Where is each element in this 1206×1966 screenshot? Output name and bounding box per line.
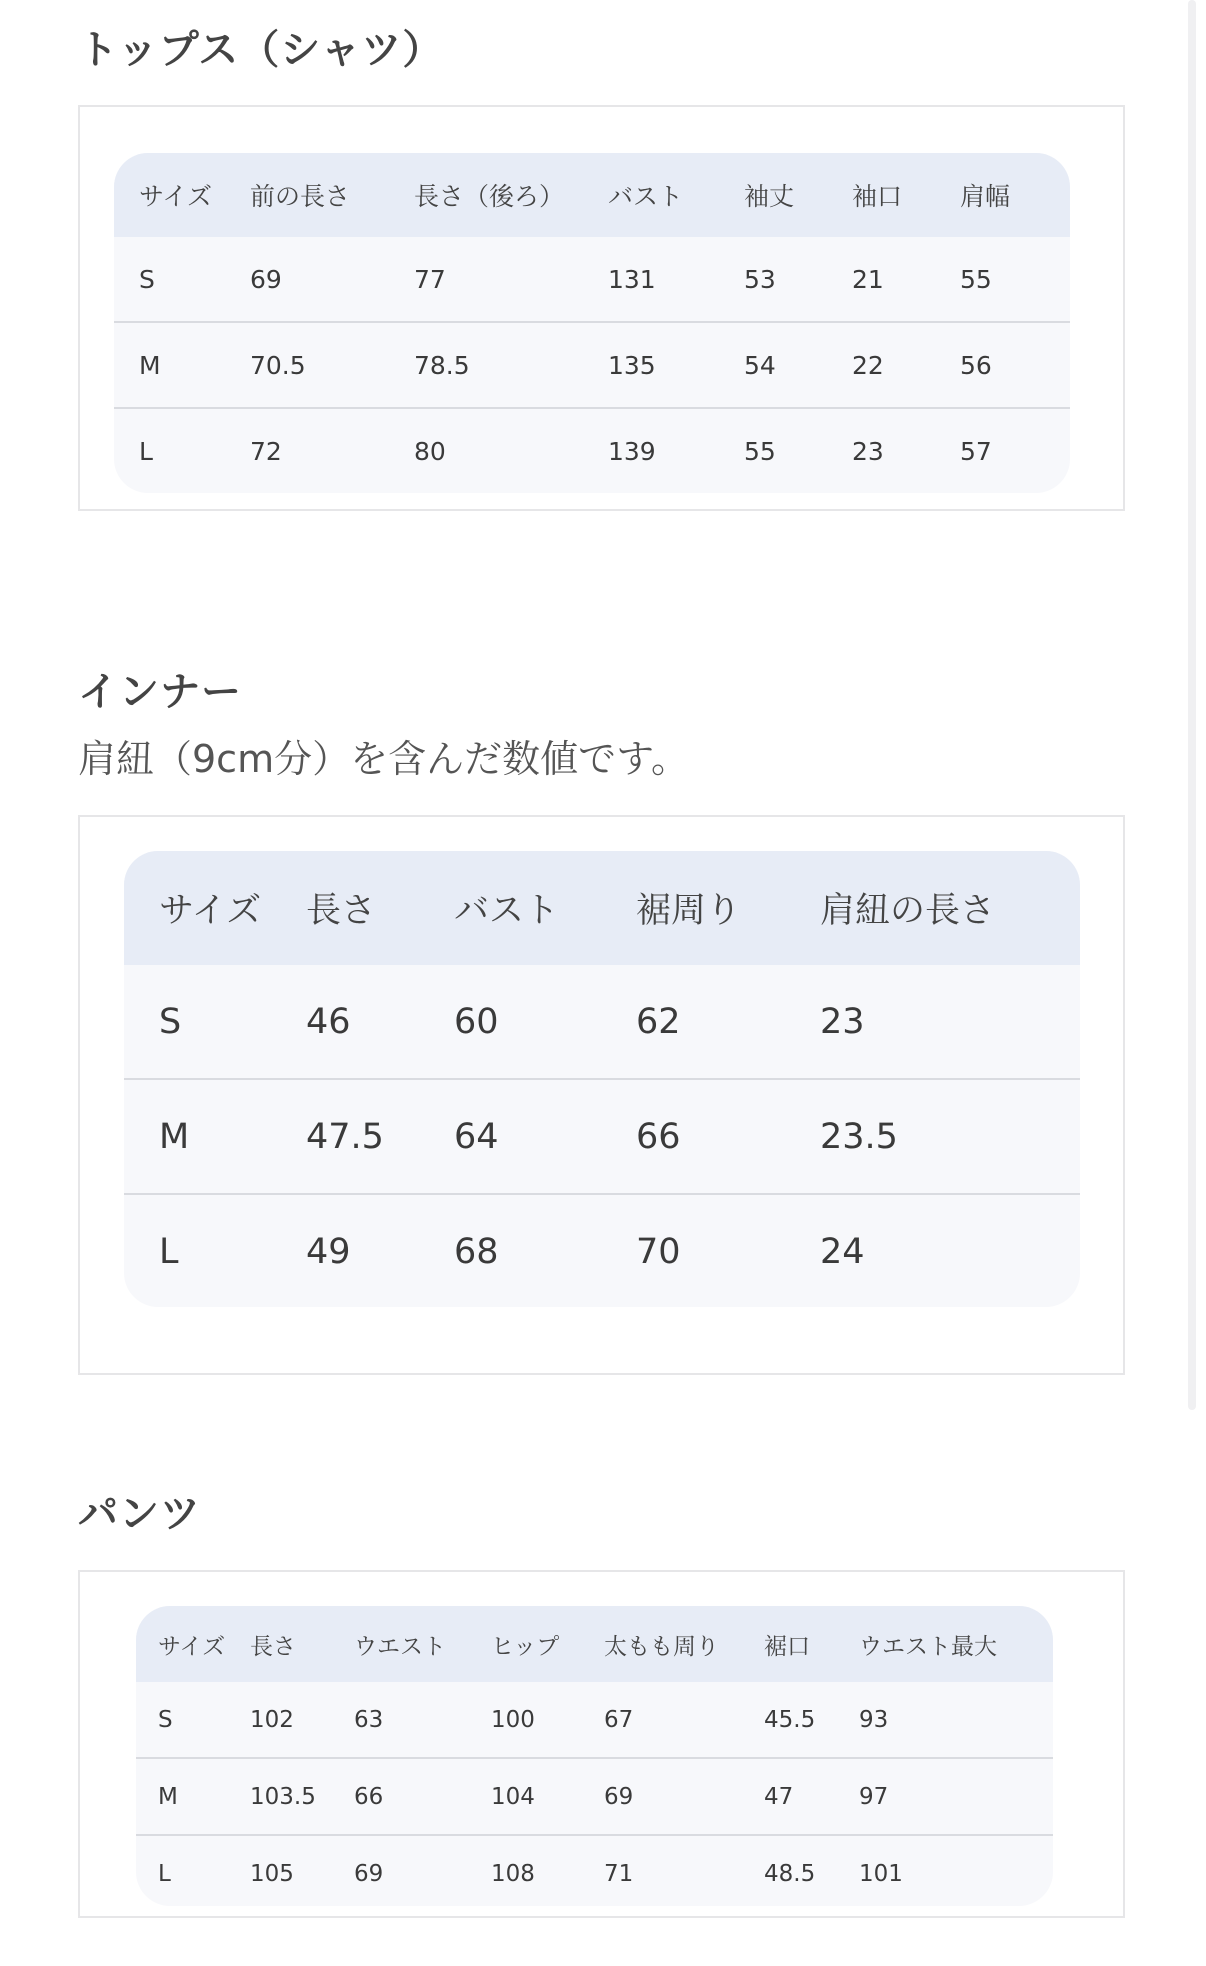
header-cell-length: 長さ	[306, 851, 454, 965]
header-cell-sleeve-length: 袖丈	[744, 153, 852, 237]
table-row	[136, 1835, 1053, 1906]
table-cell: 66	[636, 1079, 820, 1194]
table-cell: 70	[636, 1194, 820, 1307]
table-row	[136, 1682, 1053, 1758]
table-row	[114, 322, 1070, 408]
header-cell-front-length: 前の長さ	[250, 153, 414, 237]
table-cell: 69	[250, 264, 282, 294]
table-cell: 47.5	[306, 1079, 454, 1194]
pants-section-title: パンツ	[78, 1491, 201, 1537]
table-cell: 131	[608, 264, 656, 294]
inner-size-table-card	[124, 851, 1080, 1307]
table-cell: M	[124, 1079, 306, 1194]
table-cell: 64	[454, 1079, 636, 1194]
table-cell: S	[158, 1706, 173, 1733]
table-row	[124, 1194, 1080, 1307]
inner-header-row	[124, 851, 1080, 965]
header-cell-cuff: 袖口	[852, 153, 960, 237]
table-cell: 23	[852, 408, 960, 493]
pants-table-frame	[78, 1570, 1125, 1918]
table-cell: 55	[744, 408, 852, 493]
table-cell: 77	[414, 264, 446, 294]
table-cell: L	[136, 1835, 250, 1906]
header-cell-size: サイズ	[136, 1606, 250, 1682]
tops-section-title: トップス（シャツ）	[78, 27, 444, 73]
table-cell: 45.5	[764, 1706, 816, 1733]
table-cell: S	[139, 264, 155, 294]
header-cell-bust: バスト	[608, 153, 744, 237]
table-cell: 135	[608, 322, 744, 408]
table-cell: 68	[454, 1194, 636, 1307]
tops-table-frame	[78, 105, 1125, 511]
table-cell: L	[124, 1194, 306, 1307]
table-cell: 102	[250, 1706, 294, 1733]
table-row	[136, 1758, 1053, 1835]
header-cell-waist: ウエスト	[354, 1606, 491, 1682]
table-cell: 60	[454, 1001, 499, 1042]
pants-size-table-card	[136, 1606, 1053, 1906]
table-cell: 24	[820, 1194, 1080, 1307]
table-cell: 57	[960, 408, 1070, 493]
table-cell: L	[114, 408, 250, 493]
table-cell: 49	[306, 1194, 454, 1307]
table-cell: 97	[859, 1758, 1053, 1835]
table-cell: 101	[859, 1835, 1053, 1906]
header-cell-length: 長さ	[250, 1606, 354, 1682]
table-cell: 23	[820, 1001, 865, 1042]
table-cell: 72	[250, 408, 414, 493]
table-row	[114, 408, 1070, 493]
table-cell: 21	[852, 264, 884, 294]
header-cell-shoulder-width: 肩幅	[960, 153, 1070, 237]
table-cell: 46	[306, 1001, 351, 1042]
header-cell-strap-length: 肩紐の長さ	[820, 851, 1080, 965]
table-cell: M	[136, 1758, 250, 1835]
table-cell: 69	[604, 1758, 764, 1835]
table-cell: 53	[744, 264, 776, 294]
inner-table-frame	[78, 815, 1125, 1375]
header-cell-hem-opening: 裾口	[764, 1606, 859, 1682]
table-cell: 71	[604, 1835, 764, 1906]
table-row	[114, 237, 1070, 322]
table-cell: 67	[604, 1706, 634, 1733]
header-cell-thigh: 太もも周り	[604, 1606, 764, 1682]
table-cell: 93	[859, 1706, 889, 1733]
table-cell: 139	[608, 408, 744, 493]
header-cell-size: サイズ	[114, 153, 250, 237]
header-cell-max-waist: ウエスト最大	[859, 1606, 1053, 1682]
table-cell: 105	[250, 1835, 354, 1906]
table-cell: 23.5	[820, 1079, 1080, 1194]
table-cell: S	[159, 1001, 182, 1042]
scrollbar[interactable]	[1188, 0, 1196, 1410]
table-cell: 66	[354, 1758, 491, 1835]
table-cell: 47	[764, 1758, 859, 1835]
pants-size-table	[136, 1606, 1053, 1906]
table-cell: M	[114, 322, 250, 408]
table-cell: 104	[491, 1758, 604, 1835]
header-cell-hem: 裾周り	[636, 851, 820, 965]
table-cell: 70.5	[250, 322, 414, 408]
table-cell: 48.5	[764, 1835, 859, 1906]
table-row	[124, 965, 1080, 1079]
inner-size-table	[124, 851, 1080, 1307]
table-cell: 62	[636, 1001, 681, 1042]
table-row	[124, 1079, 1080, 1194]
tops-header-row	[114, 153, 1070, 237]
header-cell-size: サイズ	[124, 851, 306, 965]
table-cell: 69	[354, 1835, 491, 1906]
table-cell: 63	[354, 1706, 384, 1733]
table-cell: 54	[744, 322, 852, 408]
inner-section-note: 肩紐（9cm分）を含んだ数値です。	[78, 737, 690, 781]
inner-section-title: インナー	[78, 669, 242, 715]
header-cell-bust: バスト	[454, 851, 636, 965]
pants-header-row	[136, 1606, 1053, 1682]
table-cell: 80	[414, 408, 608, 493]
header-cell-hip: ヒップ	[491, 1606, 604, 1682]
table-cell: 78.5	[414, 322, 608, 408]
tops-size-table-card	[114, 153, 1070, 493]
table-cell: 22	[852, 322, 960, 408]
table-cell: 100	[491, 1706, 535, 1733]
table-cell: 108	[491, 1835, 604, 1906]
table-cell: 56	[960, 322, 1070, 408]
table-cell: 55	[960, 264, 992, 294]
header-cell-back-length: 長さ（後ろ）	[414, 153, 608, 237]
table-cell: 103.5	[250, 1758, 354, 1835]
tops-size-table	[114, 153, 1070, 493]
